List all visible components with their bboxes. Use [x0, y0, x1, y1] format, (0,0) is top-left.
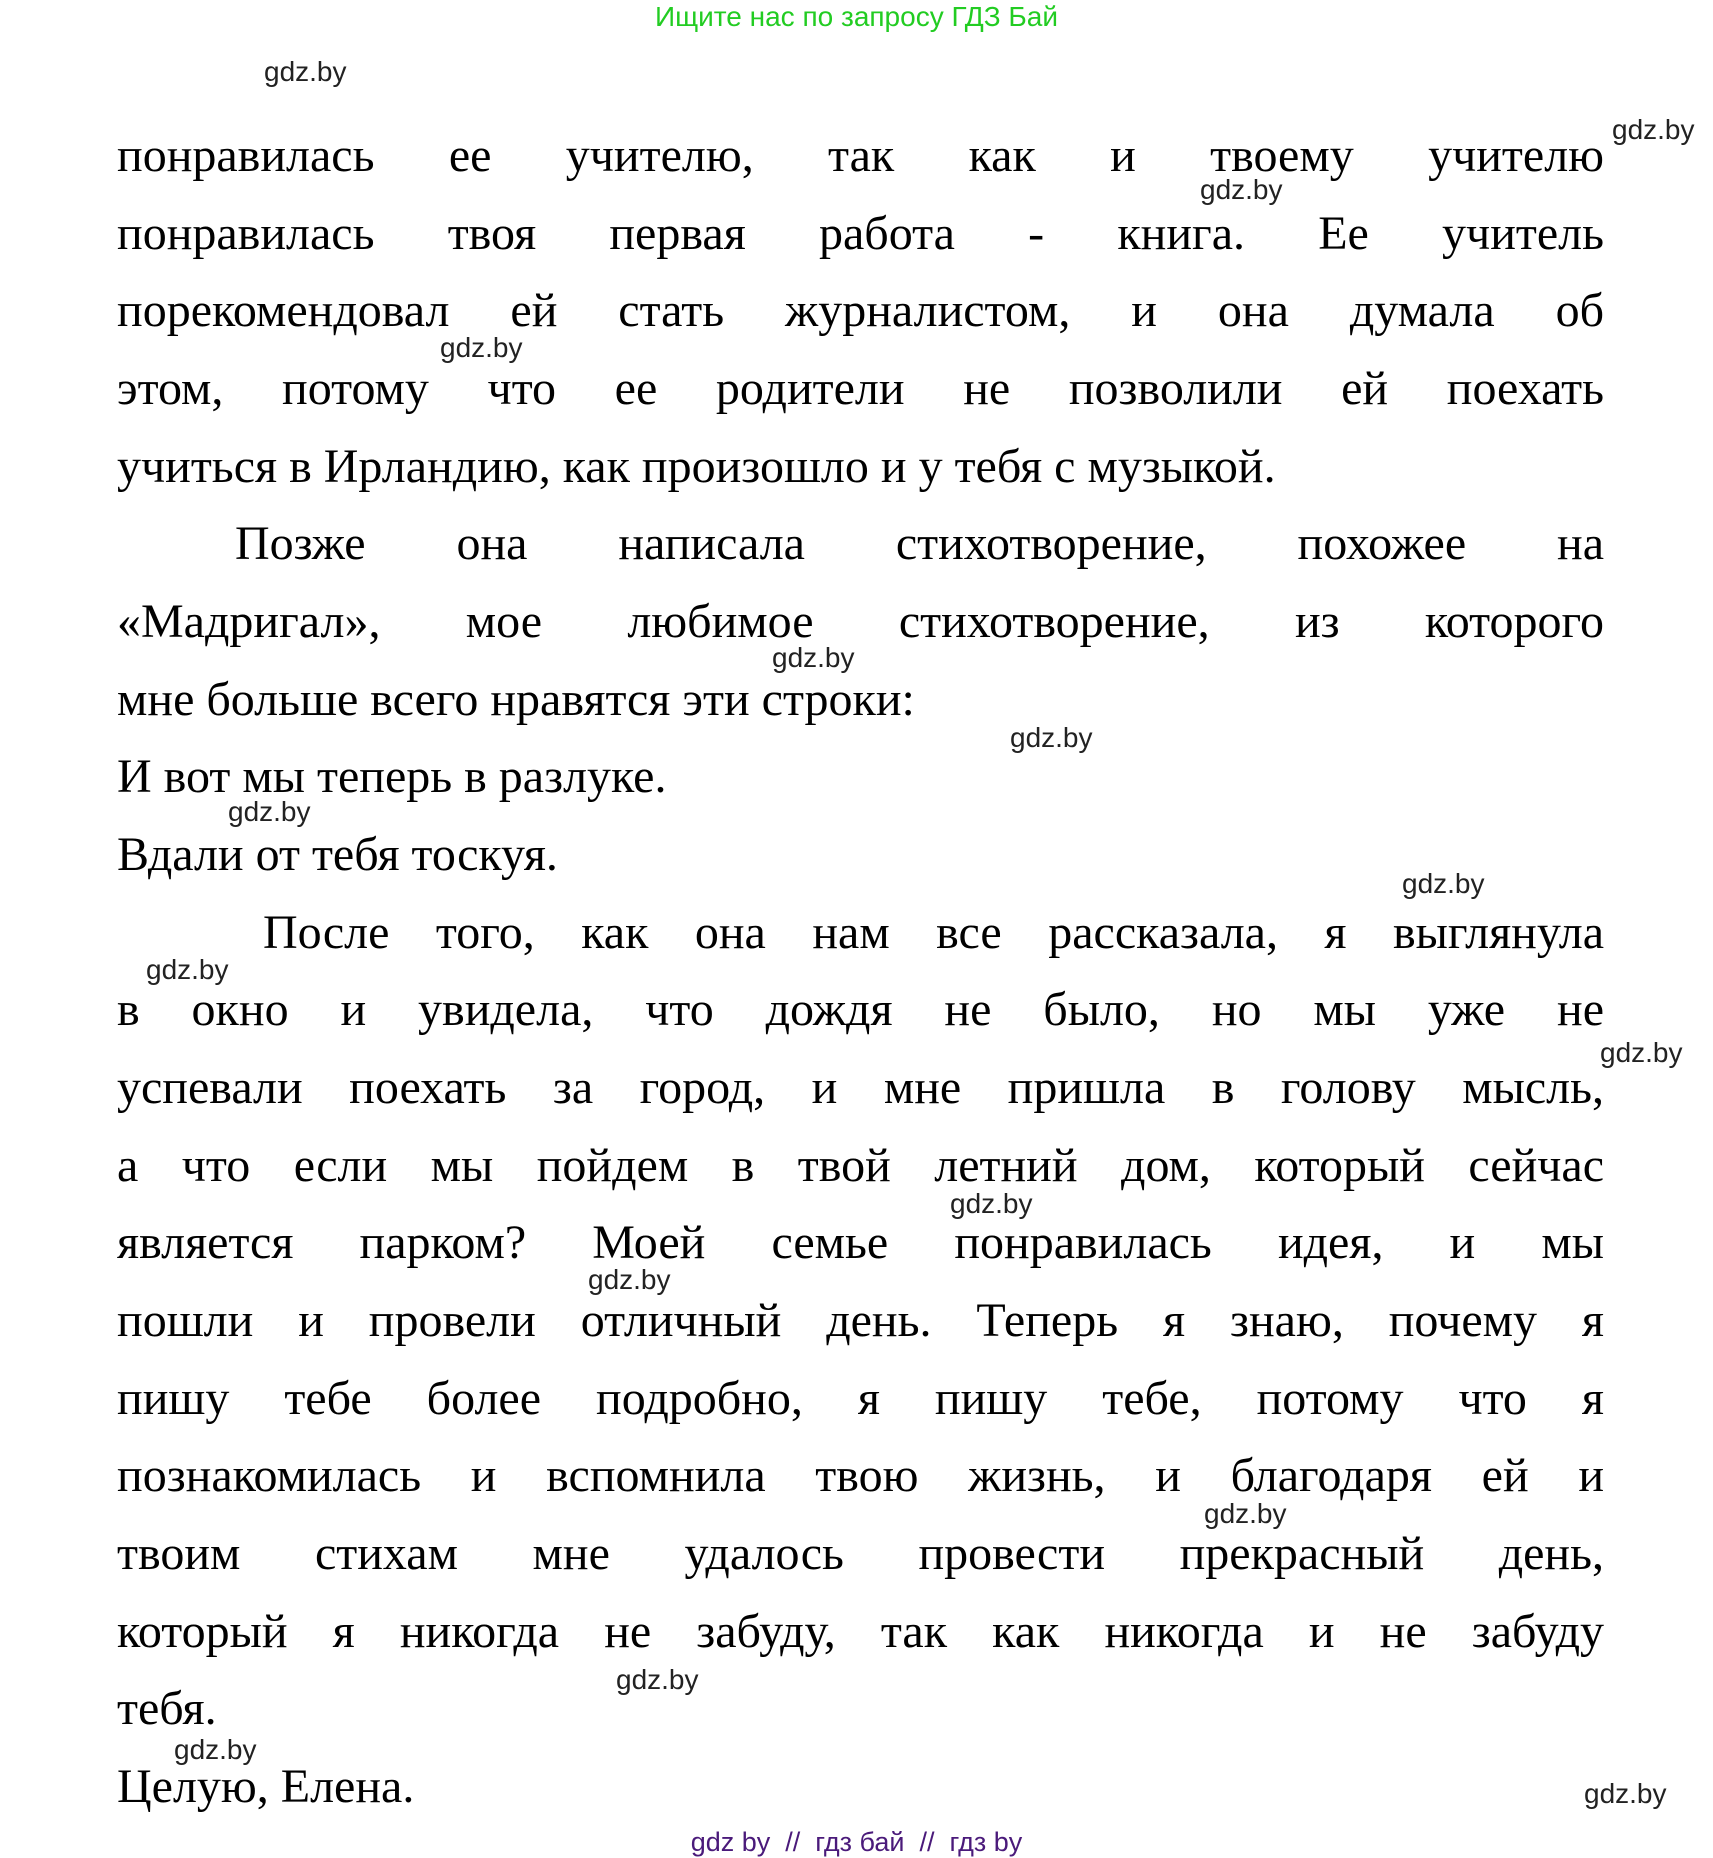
- text-line: который я никогда не забуду, так как никогда и не забуду: [117, 1605, 1604, 1658]
- text-line: успевали поехать за город, и мне пришла в голову мысль,: [117, 1061, 1604, 1114]
- text-line: понравилась ее учителю, так как и твоему учителю: [117, 129, 1604, 182]
- text-line: твоим стихам мне удалось провести прекрасный день,: [117, 1527, 1604, 1580]
- watermark: gdz.by: [1600, 1037, 1683, 1068]
- watermark: gdz.by: [1402, 868, 1485, 899]
- watermark: gdz.by: [950, 1188, 1033, 1219]
- watermark: gdz.by: [1204, 1498, 1287, 1529]
- search-banner: Ищите нас по запросу ГДЗ Бай: [654, 1, 1059, 32]
- text-line: познакомилась и вспомнила твою жизнь, и благодаря ей и: [117, 1449, 1604, 1502]
- watermark: gdz.by: [588, 1264, 671, 1295]
- watermark: gdz.by: [1612, 114, 1695, 145]
- watermark: gdz.by: [440, 332, 523, 363]
- watermark: gdz.by: [146, 954, 229, 985]
- watermark: gdz.by: [228, 796, 311, 827]
- text-line: учиться в Ирландию, как произошло и у тебя с музыкой.: [117, 440, 1276, 493]
- footer-links: gdz by // гдз бай // гдз by: [690, 1827, 1023, 1857]
- text-line: является парком? Моей семье понравилась идея, и мы: [117, 1216, 1604, 1269]
- text-line: этом, потому что ее родители не позволили ей поехать: [117, 362, 1604, 415]
- text-line: После того, как она нам все рассказала, я выглянула: [263, 906, 1604, 959]
- text-line: Позже она написала стихотворение, похожее на: [235, 517, 1604, 570]
- text-line: в окно и увидела, что дождя не было, но мы уже не: [117, 983, 1604, 1036]
- signature: Целую, Елена.: [117, 1760, 415, 1813]
- text-line: порекомендовал ей стать журналистом, и она думала об: [117, 284, 1604, 337]
- watermark: gdz.by: [1010, 722, 1093, 753]
- watermark: gdz.by: [772, 642, 855, 673]
- text-line: пошли и провели отличный день. Теперь я знаю, почему я: [117, 1294, 1604, 1347]
- poem-line: И вот мы теперь в разлуке.: [117, 750, 667, 803]
- text-line: тебя.: [117, 1682, 217, 1735]
- text-line: пишу тебе более подробно, я пишу тебе, потому что я: [117, 1372, 1604, 1425]
- watermark: gdz.by: [616, 1664, 699, 1695]
- watermark: gdz.by: [264, 56, 347, 87]
- text-line: «Мадригал», мое любимое стихотворение, из которого: [117, 595, 1604, 648]
- watermark: gdz.by: [1200, 174, 1283, 205]
- text-line: понравилась твоя первая работа - книга. Ее учитель: [117, 207, 1604, 260]
- poem-line: Вдали от тебя тоскуя.: [117, 828, 558, 881]
- text-line: а что если мы пойдем в твой летний дом, который сейчас: [117, 1139, 1604, 1192]
- text-line: мне больше всего нравятся эти строки:: [117, 673, 915, 726]
- watermark: gdz.by: [1584, 1778, 1667, 1809]
- watermark: gdz.by: [174, 1734, 257, 1765]
